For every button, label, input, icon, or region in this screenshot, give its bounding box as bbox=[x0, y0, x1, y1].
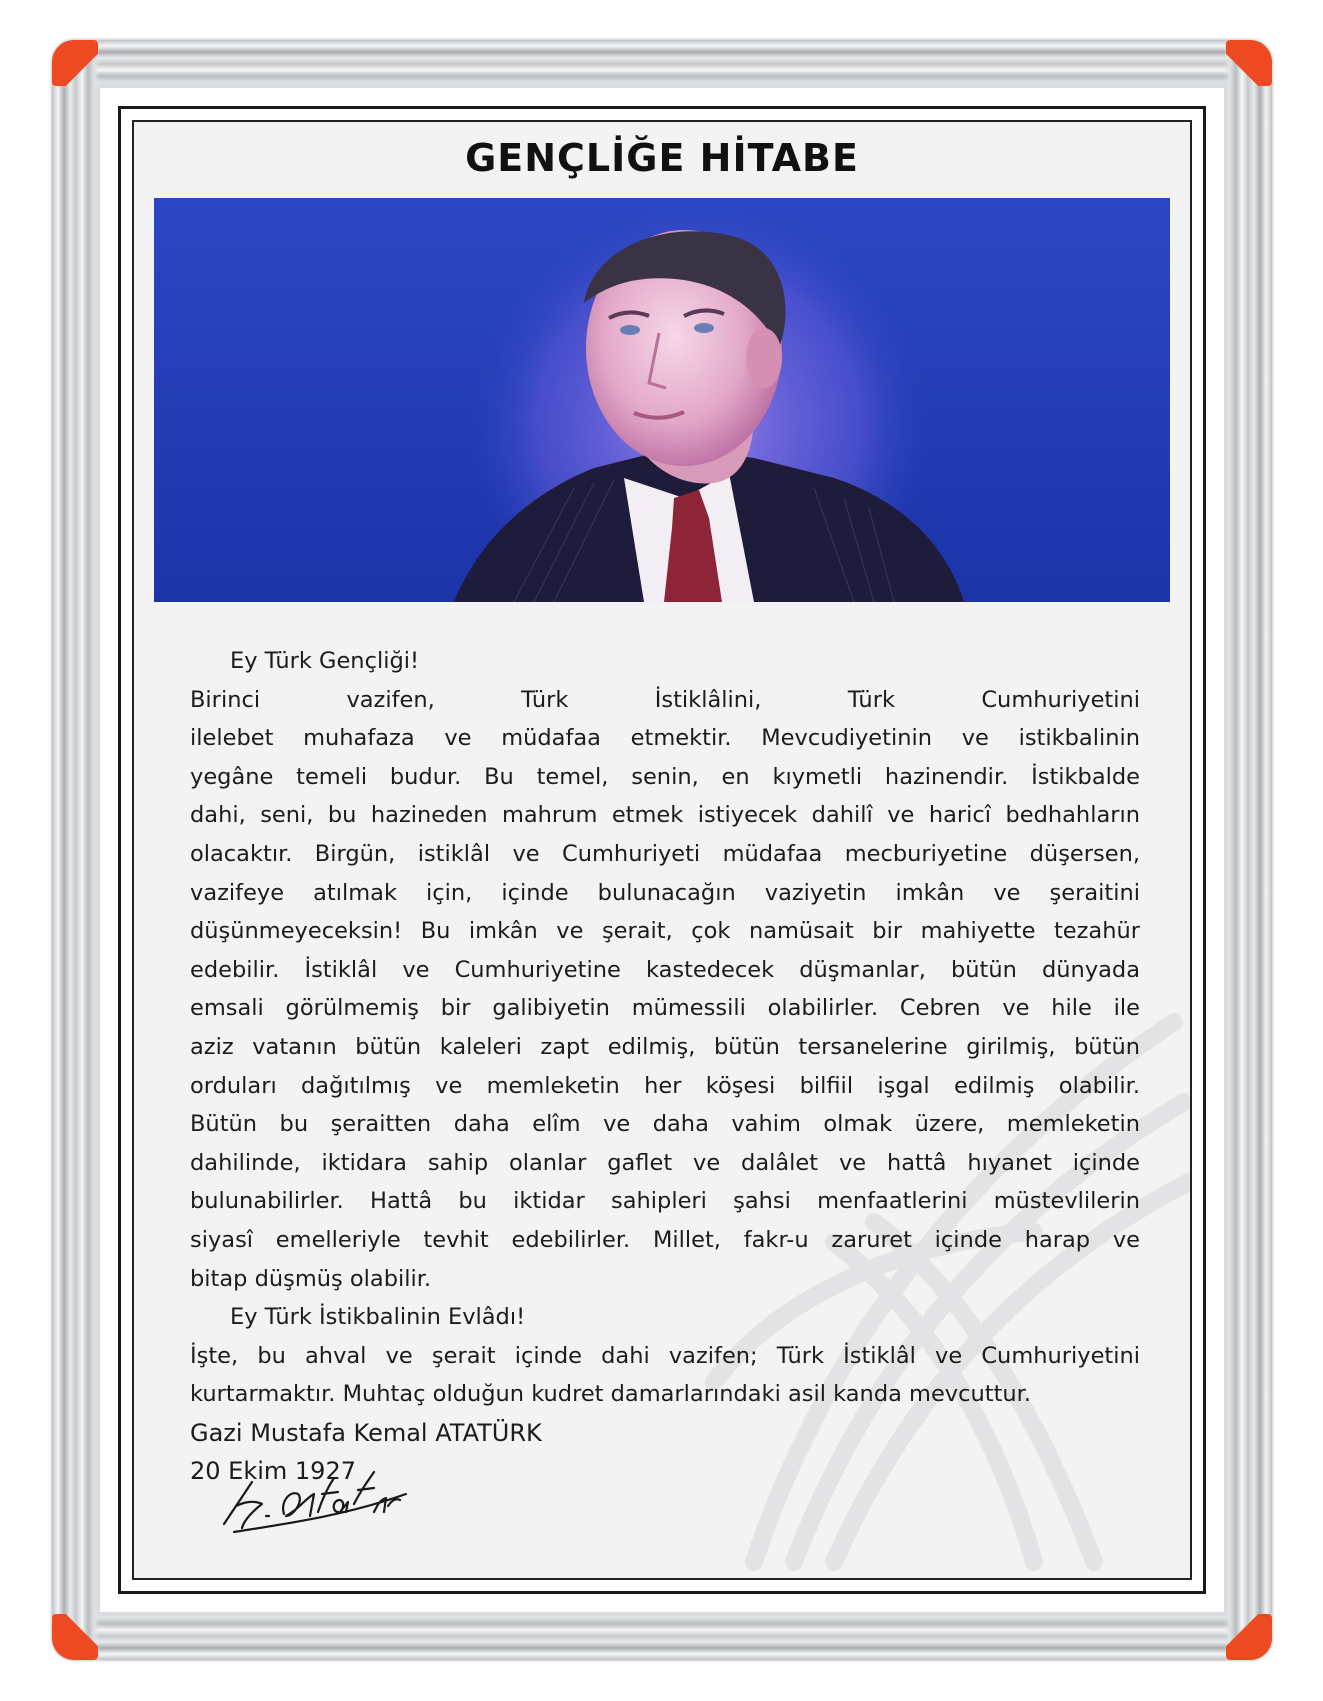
text-line: İşte, bu ahval ve şerait içinde dahi vazifen; Türk İstiklâl ve Cumhuriyetini bbox=[190, 1342, 1140, 1369]
poster-panel bbox=[132, 120, 1192, 1580]
text-line: kurtarmaktır. Muhtaç olduğun kudret damarlarındaki asil kanda mevcuttur. bbox=[190, 1381, 1031, 1408]
text-line: edebilir. İstiklâl ve Cumhuriyetine kastedecek düşmanlar, bütün dünyada bbox=[190, 956, 1140, 983]
greeting-youth: Ey Türk Gençliği! bbox=[230, 648, 419, 674]
poster-title: GENÇLİĞE HİTABE bbox=[465, 136, 859, 180]
text-line: aziz vatanın bütün kaleleri zapt edilmiş, bütün tersanelerine girilmiş, bütün bbox=[190, 1033, 1140, 1060]
text-line: ilelebet muhafaza ve müdafaa etmektir. Mevcudiyetinin ve istikbalinin bbox=[190, 725, 1140, 752]
text-line: yegâne temeli budur. Bu temel, senin, en kıymetli hazinendir. İstikbalde bbox=[190, 763, 1140, 790]
text-line: dahi, seni, bu hazineden mahrum etmek istiyecek dahilî ve haricî bedhahların bbox=[190, 802, 1140, 829]
speech-text bbox=[190, 642, 1140, 1491]
text-line: orduları dağıtılmış ve memleketin her köşesi bilfiil işgal edilmiş olabilir. bbox=[190, 1072, 1140, 1099]
speech-date: 20 Ekim 1927 bbox=[190, 1457, 356, 1486]
text-line: bulunabilirler. Hattâ bu iktidar sahipleri şahsi menfaatlerini müstevlilerin bbox=[190, 1188, 1140, 1215]
text-line: bitap düşmüş olabilir. bbox=[190, 1265, 432, 1292]
text-line: dahilinde, iktidara sahip olanlar gaflet ve dalâlet ve hattâ hıyanet içinde bbox=[190, 1149, 1140, 1176]
text-line: vazifeye atılmak için, içinde bulunacağın vaziyetin imkân ve şeraitini bbox=[190, 879, 1140, 906]
text-line: olacaktır. Birgün, istiklâl ve Cumhuriyeti müdafaa mecburiyetine düşersen, bbox=[190, 840, 1140, 867]
text-line: Bütün bu şeraitten daha elîm ve daha vahim olmak üzere, memleketin bbox=[190, 1111, 1140, 1138]
text-line: Birinci vazifen, Türk İstiklâlini, Türk Cumhuriyetini bbox=[190, 686, 1140, 713]
text-line: siyasî emelleriyle tevhit edebilirler. Millet, fakr-u zaruret içinde harap ve bbox=[190, 1226, 1140, 1253]
portrait-image bbox=[154, 198, 1170, 602]
text-line: düşünmeyeceksin! Bu imkân ve şerait, çok namüsait bir mahiyette tezahür bbox=[190, 918, 1140, 945]
text-line: emsali görülmemiş bir galibiyetin mümessili olabilirler. Cebren ve hile ile bbox=[190, 995, 1140, 1022]
author-name: Gazi Mustafa Kemal ATATÜRK bbox=[190, 1418, 542, 1447]
signature-image bbox=[214, 1454, 414, 1534]
greeting-descendants: Ey Türk İstikbalinin Evlâdı! bbox=[230, 1304, 526, 1331]
